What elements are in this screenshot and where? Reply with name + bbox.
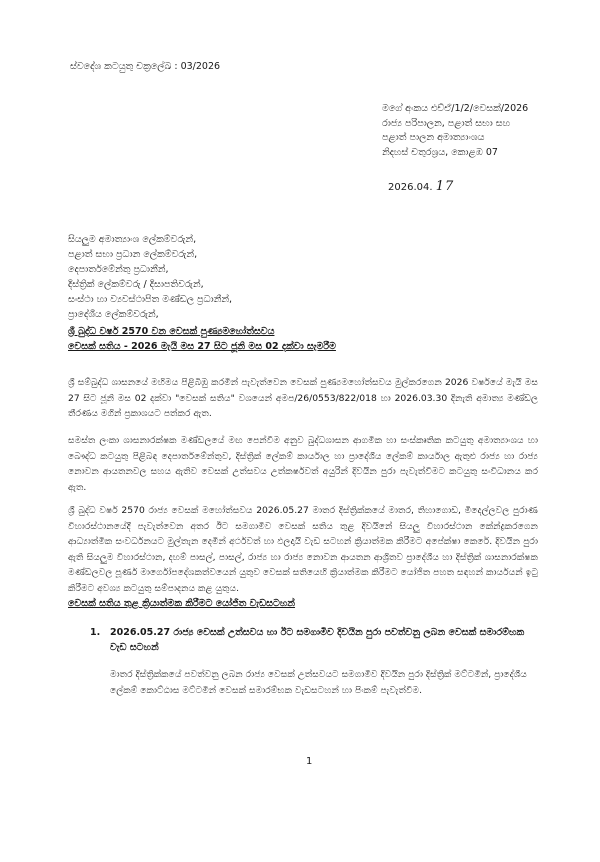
list-item-title: 2026.05.27 රාජ්‍ය වෙසක් උත්සවය හා ඊට සමගාමීව දිවයින පුරා පවත්වනු ලබන වෙසක් සමාරම්භක වැඩ සටහන් xyxy=(110,627,525,653)
circular-number: ස්වදේශ කටයුතු චක්‍රලේඛ : 03/2026 xyxy=(70,61,221,72)
addressee: ප්‍රාදේශීය ලේකම්වරුන්, xyxy=(68,309,159,320)
date-handwritten: 17 xyxy=(435,179,455,194)
body-paragraph: සමස්ත ලංකා ශාසනාරක්ෂක මණ්ඩලයේ මඟ පෙන්වීම අනුව බුද්ධශාසන ආගමික හා සංස්කෘතික කටයුතු අමාත්‍යාංශය හා බෞද්ධ කටයුතු පිළිබඳ දෙපාර්තමේන්තුව, දිස්ත්‍රික් ලේකම් කාර්යාල හා ප්‍රාදේශීය ලේකම් කාර්යාල ඇතුළු රාජ්‍ය හා රාජ්‍ය නොවන ආයතනවල සහය ඇතිව වෙසක් උත්සවය උත්කර්ෂවත් අයුරින් දිවයින පුරා පැවැත්වීමට කටයුතු සංවිධානය කර ඇත. xyxy=(68,435,538,493)
reference-line: නිදහස් චතුරශ්‍රය, කොළඹ 07 xyxy=(382,146,498,158)
page-number: 1 xyxy=(306,756,313,767)
addressee-list xyxy=(68,232,232,322)
date-printed: 2026.04. xyxy=(388,182,433,193)
addressee: පළාත් සභා ප්‍රධාන ලේකම්වරුන්, xyxy=(68,249,198,260)
letter-date xyxy=(388,180,454,195)
addressee: සියලුම අමාත්‍යාංශ ලේකම්වරුන්, xyxy=(68,234,197,245)
addressee: දෙපාර්තමේන්තු ප්‍රධානීන්, xyxy=(68,264,169,275)
list-item-description: මාතර දිස්ත්‍රික්කයේ පවත්වනු ලබන රාජ්‍ය වෙසක් උත්සවයට සමගාමීව දිවයින පුරා දිස්ත්‍රික් මට්ටමින්, ප්‍රාදේශීය ලේකම් කොට්ඨාස මට්ටමින් වෙසක් සමාරම්භක වැඩසටහන් හා පිංකම් පැවැත්වීම. xyxy=(110,669,527,696)
list-item-number: 1. xyxy=(90,627,101,638)
addressee: දිස්ත්‍රික් ලේකම්වරු / දිසාපතිවරුන්, xyxy=(68,279,204,290)
section-heading: වෙසක් සතිය තුළ ක්‍රියාත්මක කිරීමට යෝජිත වැඩසටහන් xyxy=(68,598,296,609)
reference-line: පළාත් පාලන අමාත්‍යාංශය xyxy=(382,132,485,143)
reference-line: මගේ අංකය එච්ඒ/1/2/වෙසක්/2026 xyxy=(382,103,529,114)
subject-line: ශ්‍රී බුද්ධ වර්ෂ 2570 වන වෙසක් පුණ්‍යමහෝත්සවය xyxy=(68,326,275,337)
body-paragraph: ශ්‍රී බුද්ධ වර්ෂ 2570 රාජ්‍ය වෙසක් මහෝත්සවය 2026.05.27 මාතර දිස්ත්‍රික්කයේ මාතර, තිහාගොඩ, මිදෙල්ලවල පුරාණ විහාරස්ථානයේදී පැවැත්වෙන අතර ඊට සමගාමීව වෙසක් සතිය තුළ දිවයිනේ සියලු විහාරස්ථාන කේන්ද්‍රකරගෙන ආධ්‍යාත්මික සංවර්ධනයට මුල්තැන දෙමින් අර්ථවත් හා ඵලදායි වැඩ සටහන් ක්‍රියාත්මක කිරීමට අපේක්ෂා කෙරේ. දිවයින පුරා ඇති සියලුම විහාරස්ථාන, දහම් පාසල්, පාසල්, රාජ්‍ය හා රාජ්‍ය නොවන ආයතන ආශ්‍රිතව ප්‍රාදේශීය හා දිස්ත්‍රික් ශාසනාරක්ෂක මණ්ඩලවල පූර්ණ මාර්ගෝපදේශකත්වයෙන් යුතුව වෙසක් සතියෙහි ක්‍රියාත්මක කිරීමට යෝජිත පහත සඳහන් කාර්යයන් ඉටු කිරීමට අවශ්‍ය කටයුතු සම්පාදනය කළ යුතුය. xyxy=(68,505,538,594)
subject-line: වෙසක් සතිය - 2026 මැයි මස 27 සිට ජූනි මස 02 දක්වා සැමරීම xyxy=(68,340,336,352)
reference-block xyxy=(382,102,582,160)
subject-heading xyxy=(68,325,336,354)
body-paragraph: ශ්‍රී සම්බුද්ධ ශාසනයේ මහිමය පිළිබිඹු කරමින් පැවැත්වෙන වෙසක් පුණ්‍යමහෝත්සවය මුල්කරගෙන 2026 වර්ෂයේ මැයි මස 27 සිට ජූනි මස 02 දක්වා "වෙසක් සතිය" වශයෙන් අමප/26/0553/822/018 හා 2026.03.30 දිනැති අමාත්‍ය මණ්ඩල තීරණය මගින් ප්‍රකාශයට පත්කර ඇත. xyxy=(68,377,538,419)
reference-line: රාජ්‍ය පරිපාලන, පළාත් සභා සහ xyxy=(382,117,511,129)
addressee: සංස්ථා හා ව්‍යවස්ථාපිත මණ්ඩල ප්‍රධානීන්, xyxy=(68,294,233,305)
